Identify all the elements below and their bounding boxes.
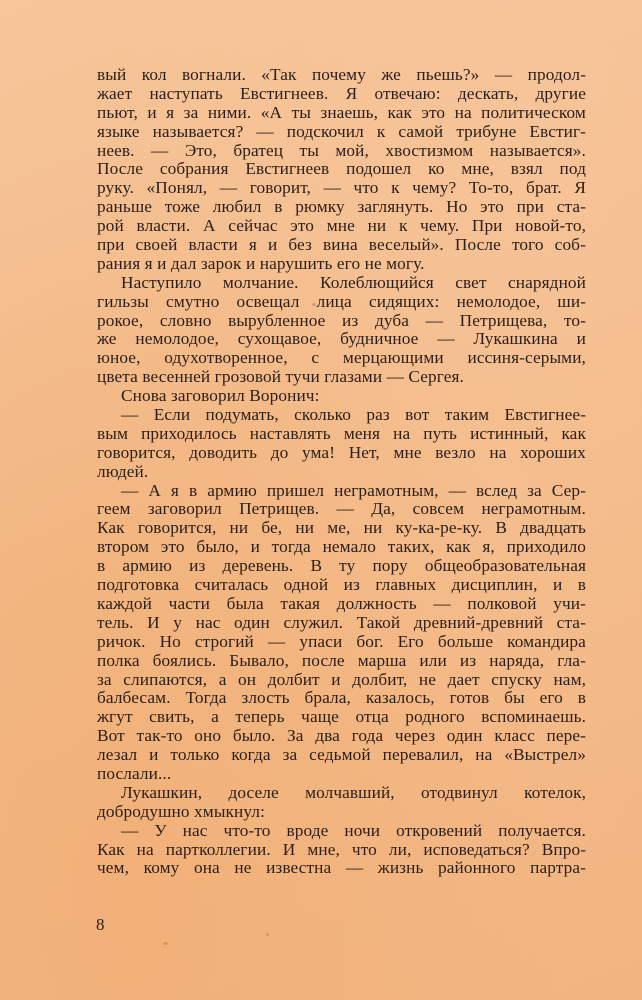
page-body-text <box>97 66 586 878</box>
text-line: рания я и дал зарок и нарушить его не могу. <box>97 253 425 273</box>
paragraph-first-line: — Если подумать, сколько раз вот таким Евстигнее- <box>121 405 587 425</box>
text-line: каждой части была такая должность — полковой учи- <box>97 593 586 613</box>
text-line: пьют, и я за ними. «А ты знаешь, как это на политическом <box>97 102 586 122</box>
text-line: неев. — Это, братец ты мой, хвостизмом называется». <box>97 140 586 160</box>
text-line: за слипаются, а он долбит и долбит, не дает спуску нам, <box>97 669 587 689</box>
text-line: жает наступать Евстигнеев. Я отвечаю: дескать, другие <box>97 83 586 103</box>
text-line: рокое, словно вырубленное из дуба — Петрищева, то- <box>97 310 586 330</box>
paragraph-first-line: — А я в армию пришел неграмотным, — вслед за Сер- <box>121 480 586 500</box>
text-line: руку. «Понял, — говорит, — что к чему? То-то, брат. Я <box>97 178 587 198</box>
text-line: После собрания Евстигнеев подошел ко мне, взял под <box>97 159 587 179</box>
paper-speck <box>266 933 269 936</box>
paragraph-first-line: Наступило молчание. Колеблющийся свет снарядной <box>121 272 587 292</box>
page-number: 8 <box>96 915 105 934</box>
paper-speck <box>163 942 168 945</box>
text-line: балбесам. Тогда злость брала, казалось, готов бы его в <box>97 688 586 708</box>
text-line: юное, одухотворенное, с мерцающими иссиня-серыми, <box>97 348 586 368</box>
paragraph-first-line: Снова заговорил Воронич: <box>121 386 320 406</box>
text-line: втором это было, и тогда немало таких, как я, приходило <box>97 537 587 557</box>
text-line: цвета весенней грозовой тучи глазами — Сергея. <box>97 367 464 387</box>
text-line: же немолодое, сухощавое, будничное — Лукашкина и <box>97 329 586 349</box>
text-line: при своей власти я и без вина веселый». После того соб- <box>97 235 586 255</box>
text-line: жгут свить, а теперь чаще отца родного вспоминаешь. <box>97 707 587 727</box>
text-line: вым приходилось наставлять меня на путь истинный, как <box>97 423 586 443</box>
text-line: рой власти. А сейчас это мне ни к чему. При новой-то, <box>97 216 586 236</box>
text-line: языке называется? — подскочил к самой трибуне Евстиг- <box>97 121 587 141</box>
text-line: чем, кому она не известна — жизнь районного партра- <box>97 858 586 878</box>
paper-speck <box>312 303 316 306</box>
text-line: раньше тоже любил в рюмку заглянуть. Но это при ста- <box>97 197 586 217</box>
text-line: ричок. Но строгий — упаси бог. Его больше командира <box>97 631 586 651</box>
text-line: полка боялись. Бывало, после марша или из наряда, гла- <box>97 650 586 670</box>
text-line: тель. И у нас один служил. Такой древний-древний ста- <box>97 612 586 632</box>
text-line: Вот так-то оно было. За два года через один класс пере- <box>97 726 586 746</box>
text-line: добродушно хмыкнул: <box>97 801 265 821</box>
text-line: геем заговорил Петрищев. — Да, совсем неграмотным. <box>97 499 586 519</box>
text-line: послали... <box>97 763 172 783</box>
paragraph-first-line: Лукашкин, доселе молчавший, отодвинул котелок, <box>121 782 587 802</box>
text-line: подготовка считалась одной из главных дисциплин, и в <box>97 575 587 595</box>
text-line: в армию из деревень. В ту пору общеобразовательная <box>97 556 587 576</box>
text-line: вый кол вогнали. «Так почему же пьешь?» — продол- <box>97 65 586 84</box>
text-line: Как на партколлегии. И мне, что ли, исповедаться? Впро- <box>97 839 587 859</box>
text-line: говорится, доводить до ума! Нет, мне везло на хороших <box>97 442 586 462</box>
text-line: людей. <box>97 461 149 481</box>
text-line: Как говорится, ни бе, ни ме, ни ку-ка-ре-ку. В двадцать <box>97 518 587 538</box>
text-line: гильзы смутно освещал лица сидящих: немолодое, ши- <box>97 291 587 311</box>
text-line: лезал и только когда за седьмой перевалил, на «Выстрел» <box>97 745 586 765</box>
paragraph-first-line: — У нас что-то вроде ночи откровений получается. <box>121 820 586 840</box>
